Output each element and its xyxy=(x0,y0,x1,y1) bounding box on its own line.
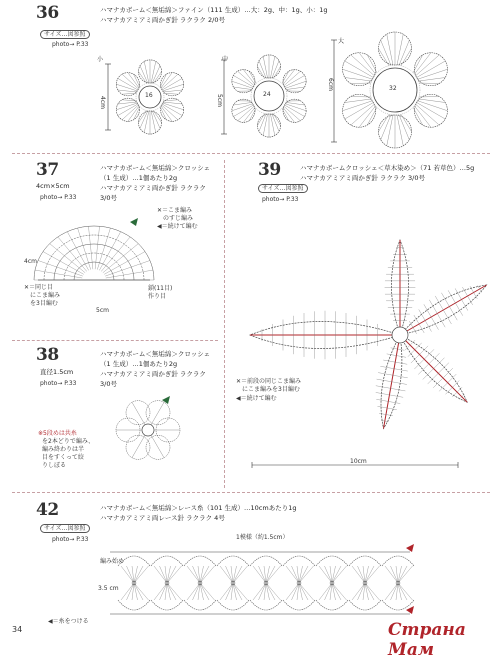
pattern-38-yarn-2: （1 生成）…1個あたり2g xyxy=(100,360,177,369)
flower-medium-center: 24 xyxy=(263,91,271,98)
pattern-38-size: 直径1.5cm xyxy=(40,368,73,377)
pattern-39-hook: ハマナカアミアミ両かぎ針 ラクラク 3/0号 xyxy=(300,174,425,183)
p37-note-3: ✕＝同じ目 xyxy=(24,282,53,291)
pattern-39-number: 39 xyxy=(258,160,281,180)
p37-note-3b: にこま編み xyxy=(30,290,60,299)
flower-large-label: 大 xyxy=(338,36,344,45)
pattern-37-yarn-2: （1 生成）…1個あたり2g xyxy=(100,174,177,183)
pattern-36-photo-ref: photo→ P.33 xyxy=(52,41,88,48)
pattern-39-photo-ref: photo→ P.33 xyxy=(262,196,298,203)
p37-note-1: ✕＝こま編み xyxy=(157,205,192,214)
p42-start-label: 編み始め xyxy=(100,556,124,565)
flower-small-center: 16 xyxy=(145,92,153,99)
flower-small-dim: 4cm xyxy=(99,96,106,109)
flower-large-center: 32 xyxy=(389,85,397,92)
p42-note: ◀＝糸をつける xyxy=(48,616,89,625)
p42-repeat-label: 1模様（約1.5cm） xyxy=(236,532,289,541)
p39-dim: 10cm xyxy=(350,458,367,465)
p39-note-3: ◀＝続けて編む xyxy=(236,393,277,402)
p38-note-4: 目をすくって絞 xyxy=(42,452,84,461)
p38-note-5: りしぼる xyxy=(42,460,66,469)
p37-note-2: ◀＝続けて編む xyxy=(157,221,198,230)
edging-42-diagram xyxy=(110,538,440,628)
pattern-42-size-badge: サイズ…図参照 xyxy=(40,524,90,533)
pattern-37-size: 4cm×5cm xyxy=(36,182,70,191)
flower-medium-label: 中 xyxy=(222,54,228,63)
pattern-37-number: 37 xyxy=(36,160,59,180)
pattern-42-number: 42 xyxy=(36,500,59,520)
p37-note-3c: を3目編む xyxy=(30,298,58,307)
pattern-38-hook: ハマナカアミアミ両かぎ針 ラクラク xyxy=(100,370,206,379)
pattern-39-size-badge: サイズ…図参照 xyxy=(258,184,308,193)
p37-note-1b: のすじ編み xyxy=(163,213,193,222)
p38-note-3: 編み終わりは半 xyxy=(42,444,84,453)
pattern-38-yarn: ハマナカボーム＜無垢綿＞クロッシェ xyxy=(100,350,210,359)
pattern-38-hook-2: 3/0号 xyxy=(100,380,117,389)
p37-note-4b: 作り目 xyxy=(148,291,166,300)
pattern-37-yarn: ハマナカボーム＜無垢綿＞クロッシェ xyxy=(100,164,210,173)
pattern-42-photo-ref: photo→ P.33 xyxy=(52,536,88,543)
page-number: 34 xyxy=(12,625,22,634)
pattern-36-number: 36 xyxy=(36,3,59,23)
p42-height-label: 3.5 cm xyxy=(98,585,119,592)
flower-large-dim: 6cm xyxy=(327,78,334,91)
section-divider-bottom xyxy=(12,492,490,493)
pattern-38-number: 38 xyxy=(36,345,59,365)
pattern-38-photo-ref: photo→ P.33 xyxy=(40,380,76,387)
pattern-37-hook: ハマナカアミアミ両かぎ針 ラクラク xyxy=(100,184,206,193)
flower-small-label: 小 xyxy=(97,54,103,63)
p38-note-2: を2本どりで編み、 xyxy=(42,436,94,445)
flower-medium-dim: 5cm xyxy=(216,94,223,107)
p38-note-1: ※5段めは共糸 xyxy=(38,428,77,437)
pattern-36-yarn: ハマナカボーム＜無垢綿＞ファイン（111 生成）…大：2g、中：1g、小：1g xyxy=(100,6,328,15)
p37-note-4: 鎖(11目) xyxy=(148,283,172,292)
pattern-37-hook-2: 3/0号 xyxy=(100,194,117,203)
pattern-37-photo-ref: photo→ P.33 xyxy=(40,194,76,201)
p39-note-1: ✕＝前段の同じこま編み xyxy=(236,376,301,385)
pattern-42-yarn: ハマナカボーム＜無垢綿＞レース糸（101 生成）…10cmあたり1g xyxy=(100,504,296,513)
p37-dim-height: 4cm xyxy=(24,258,37,265)
watermark-text: Страна Мам xyxy=(388,620,500,660)
pattern-39-yarn: ハマナカボームクロッシェ＜草木染め＞（71 若草色）…5g xyxy=(300,164,474,173)
pattern-36-hook: ハマナカアミアミ両かぎ針 ラクラク 2/0号 xyxy=(100,16,225,25)
p39-note-2: にこま編みを3目編む xyxy=(242,384,300,393)
pattern-36-size-badge: サイズ…図参照 xyxy=(40,30,90,39)
p37-dim-width: 5cm xyxy=(96,307,109,314)
pattern-42-hook: ハマナカアミアミ両レース針 ラクラク 4号 xyxy=(100,514,225,523)
